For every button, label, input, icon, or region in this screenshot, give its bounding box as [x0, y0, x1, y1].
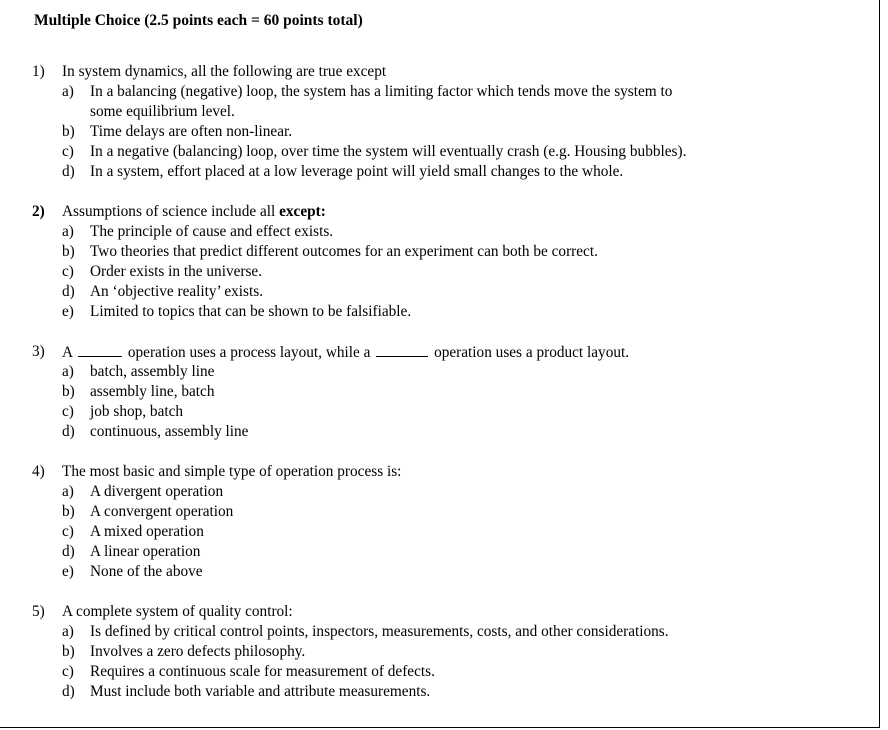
question-number: 3) — [32, 343, 45, 360]
option — [32, 242, 862, 262]
option-letter: a) — [62, 363, 74, 380]
option-letter: e) — [62, 563, 74, 580]
option-letter: c) — [62, 663, 74, 680]
option-text: A mixed operation — [90, 523, 204, 540]
question-text-emphasis: except: — [279, 203, 326, 220]
question-1 — [32, 62, 862, 182]
option-letter: d) — [62, 283, 75, 300]
option — [32, 662, 862, 682]
question-number: 1) — [32, 63, 45, 80]
option — [32, 682, 862, 702]
option-text: Time delays are often non-linear. — [90, 123, 293, 140]
option-text: Is defined by critical control points, inspectors, measurements, costs, and other considerations. — [90, 623, 669, 640]
question-3 — [32, 342, 862, 442]
option — [32, 262, 862, 282]
option-text: A linear operation — [90, 543, 201, 560]
option-text: Limited to topics that can be shown to be falsifiable. — [90, 303, 412, 320]
option-letter: a) — [62, 623, 74, 640]
option-letter: c) — [62, 143, 74, 160]
option-text: Must include both variable and attribute measurements. — [90, 683, 431, 700]
question-stem — [32, 202, 862, 222]
option-text: In a negative (balancing) loop, over time the system will eventually crash (e.g. Housing bubbles). — [90, 143, 687, 160]
option-text: A divergent operation — [90, 483, 224, 500]
option-letter: b) — [62, 643, 75, 660]
option-text: A convergent operation — [90, 503, 234, 520]
question-text — [62, 202, 326, 222]
question-text-part2: operation uses a process layout, while a — [127, 344, 371, 361]
option-letter: b) — [62, 243, 75, 260]
option-letter: b) — [62, 123, 75, 140]
question-text-part3: operation uses a product layout. — [434, 344, 630, 361]
option-letter: d) — [62, 683, 75, 700]
question-text — [62, 342, 629, 363]
option — [32, 562, 862, 582]
question-text-prefix: Assumptions of science include all — [62, 203, 280, 220]
option-text: job shop, batch — [90, 403, 184, 420]
option — [32, 542, 862, 562]
question-number: 5) — [32, 603, 45, 620]
question-number: 2) — [32, 203, 45, 220]
question-text-part1: A — [62, 344, 73, 361]
question-number: 4) — [32, 463, 45, 480]
option-letter: d) — [62, 543, 75, 560]
option-continuation — [32, 102, 862, 122]
option — [32, 122, 862, 142]
option-text: Order exists in the universe. — [90, 263, 263, 280]
option — [32, 162, 862, 182]
question-text: The most basic and simple type of operation process is: — [62, 463, 402, 480]
answer-blank-2 — [376, 342, 428, 357]
option — [32, 422, 862, 442]
option-text: In a system, effort placed at a low leverage point will yield small changes to the whole. — [90, 163, 624, 180]
option-text: batch, assembly line — [90, 363, 215, 380]
option — [32, 482, 862, 502]
question-stem — [32, 462, 862, 482]
question-2 — [32, 202, 862, 322]
option — [32, 382, 862, 402]
question-text: In system dynamics, all the following are true except — [62, 63, 387, 80]
option — [32, 282, 862, 302]
question-stem — [32, 62, 862, 82]
question-stem — [32, 602, 862, 622]
option-text: Requires a continuous scale for measurement of defects. — [90, 663, 435, 680]
answer-blank-1 — [78, 342, 122, 357]
option-letter: a) — [62, 483, 74, 500]
option — [32, 622, 862, 642]
option-letter: c) — [62, 403, 74, 420]
option-text: In a balancing (negative) loop, the system has a limiting factor which tends move the system to — [90, 83, 673, 100]
question-stem — [32, 342, 862, 362]
option — [32, 362, 862, 382]
option-text: Two theories that predict different outcomes for an experiment can both be correct. — [90, 243, 598, 260]
option — [32, 82, 862, 102]
option — [32, 222, 862, 242]
option-letter: d) — [62, 423, 75, 440]
option-text: assembly line, batch — [90, 383, 215, 400]
option-letter: c) — [62, 263, 74, 280]
option-text: None of the above — [90, 563, 203, 580]
question-5 — [32, 602, 862, 702]
option — [32, 502, 862, 522]
option — [32, 642, 862, 662]
question-text: A complete system of quality control: — [62, 603, 293, 620]
option-letter: a) — [62, 83, 74, 100]
option-text-continued: some equilibrium level. — [90, 103, 235, 120]
option-text: continuous, assembly line — [90, 423, 249, 440]
option-text: Involves a zero defects philosophy. — [90, 643, 306, 660]
option-letter: c) — [62, 523, 74, 540]
option-text: An ‘objective reality’ exists. — [90, 283, 264, 300]
option-letter: a) — [62, 223, 74, 240]
option — [32, 522, 862, 542]
option-letter: b) — [62, 503, 75, 520]
option — [32, 142, 862, 162]
option — [32, 302, 862, 322]
option-letter: b) — [62, 383, 75, 400]
question-4 — [32, 462, 862, 582]
option-letter: e) — [62, 303, 74, 320]
option — [32, 402, 862, 422]
section-heading: Multiple Choice (2.5 points each = 60 points total) — [34, 12, 363, 29]
option-text: The principle of cause and effect exists. — [90, 223, 334, 240]
option-letter: d) — [62, 163, 75, 180]
